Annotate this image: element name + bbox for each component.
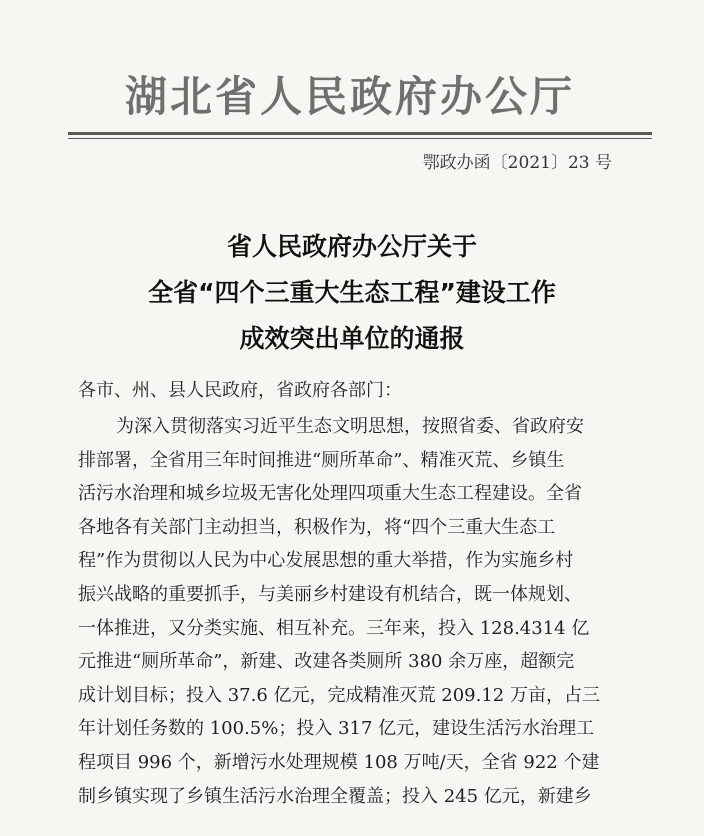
body-line: 为深入贯彻落实习近平生态文明思想，按照省委、省政府安	[116, 416, 584, 437]
body-line: 活污水治理和城乡垃圾无害化处理四项重大生态工程建设。全省	[78, 483, 582, 505]
title-line-1: 省人民政府办公厅关于	[226, 232, 477, 261]
body-line: 程项目 996 个，新增污水处理规模 108 万吨/天，全省 922 个建	[78, 751, 600, 773]
body-line: 各地各有关部门主动担当，积极作为，将“四个三重大生态工	[78, 516, 556, 538]
agency-masthead: 湖北省人民政府办公厅	[124, 72, 575, 121]
body-paragraph	[78, 410, 638, 813]
salutation: 各市、州、县人民政府，省政府各部门：	[78, 380, 402, 401]
body-line: 年计划任务数的 100.5%；投入 317 亿元，建设生活污水治理工	[78, 718, 595, 740]
body-line: 排部署，全省用三年时间推进“厕所革命”、精准灭荒、乡镇生	[78, 449, 565, 471]
masthead-rule-thick	[68, 132, 652, 135]
body-line: 制乡镇实现了乡镇生活污水治理全覆盖；投入 245 亿元，新建乡	[78, 785, 592, 807]
body-line: 一体推进，又分类实施、相互补充。三年来，投入 128.4314 亿	[78, 617, 590, 639]
document-title	[0, 224, 704, 362]
body-line: 元推进“厕所革命”，新建、改建各类厕所 380 余万座，超额完	[78, 651, 575, 673]
title-line-3: 成效突出单位的通报	[239, 324, 465, 353]
body-line: 程”作为贯彻以人民为中心发展思想的重大举措，作为实施乡村	[78, 550, 574, 572]
document-number: 鄂政办函〔2021〕23 号	[422, 153, 612, 173]
masthead-rule-thin	[68, 138, 652, 139]
body-line: 成计划目标；投入 37.6 亿元，完成精准灭荒 209.12 万亩，占三	[78, 684, 600, 706]
body-line: 振兴战略的重要抓手，与美丽乡村建设有机结合，既一体规划、	[78, 583, 582, 605]
title-line-2: 全省“四个三重大生态工程”建设工作	[148, 278, 556, 307]
